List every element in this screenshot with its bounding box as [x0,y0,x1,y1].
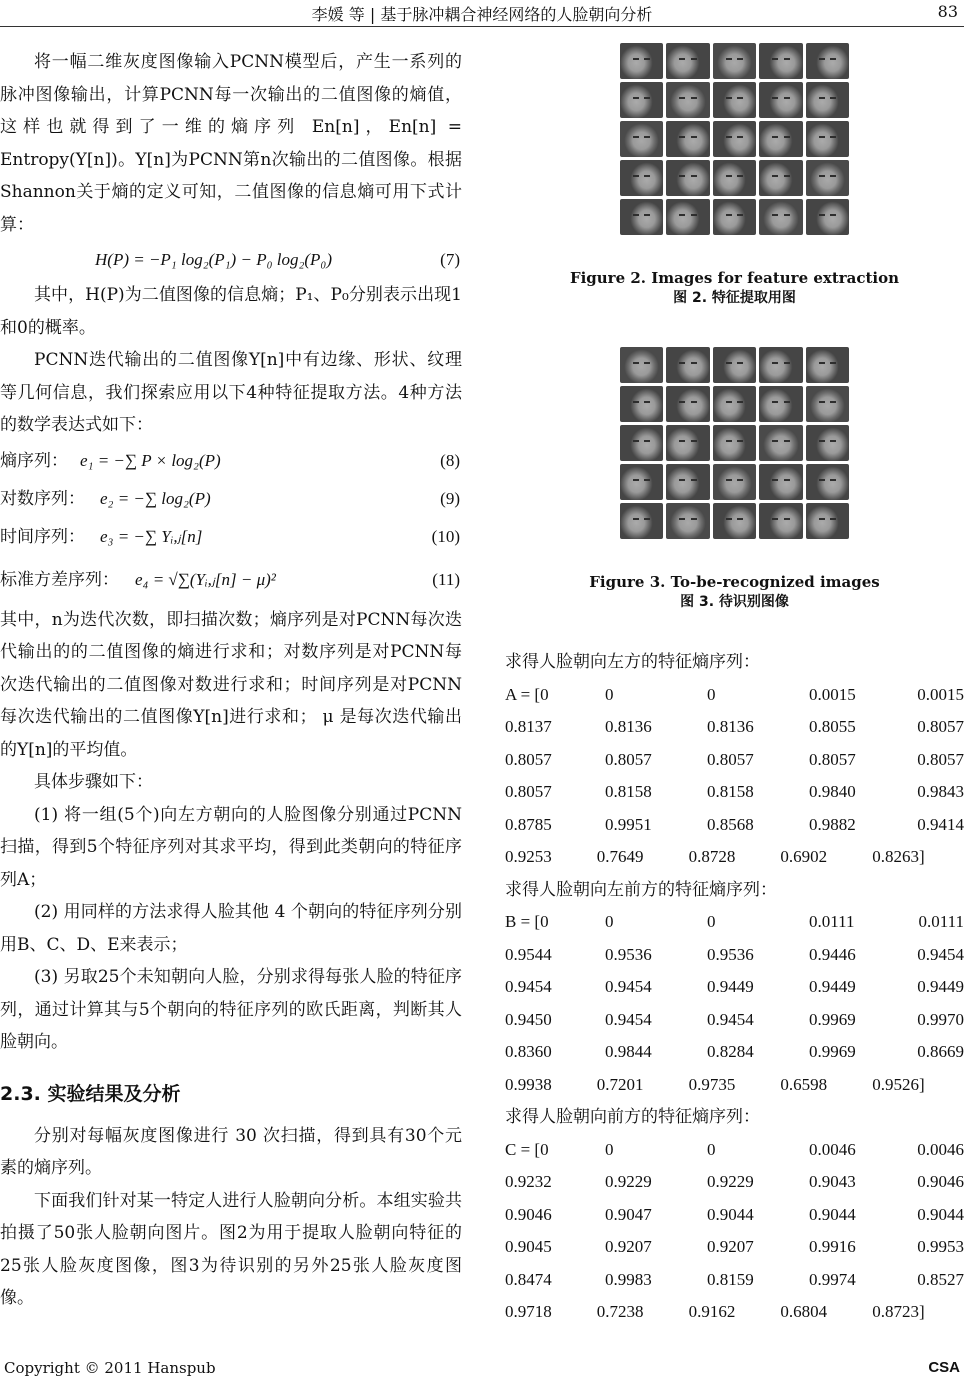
sequence-value: 0.8136 [605,717,652,736]
equation-9-number: (9) [440,488,460,508]
face-thumbnail [713,386,757,422]
face-thumbnail [620,464,664,500]
sequence-value: 0.8360 [505,1042,552,1061]
sequence-value: 0.6804 [780,1302,828,1321]
figure-2-caption-en: Figure 2. Images for feature extraction [569,269,900,287]
sequence-row [505,1264,964,1297]
face-thumbnail [806,160,850,196]
sequence-value: 0.9449 [707,977,754,996]
paragraph-experiment: 下面我们针对某一特定人进行人脸朝向分析。本组实验共拍摄了50张人脸朝向图片。图2为用于提取人脸朝向特征的25张人脸灰度图像，图3为待识别的另外25张人脸灰度图像。 [0,1190,462,1308]
face-thumbnail [759,425,803,461]
face-thumbnail [666,82,710,118]
face-thumbnail [666,43,710,79]
paragraph-scan: 分别对每幅灰度图像进行 30 次扫描，得到具有30个元素的熵序列。 [0,1125,462,1178]
sequence-value: B = [0 [505,912,549,931]
sequence-value: 0.8057 [505,749,552,769]
sequence-heading: 求得人脸朝向前方的特征熵序列： [505,1107,760,1127]
face-thumbnail [806,199,850,235]
sequence-value: 0.9969 [809,1042,856,1061]
face-thumbnail [759,503,803,539]
face-thumbnail [666,425,710,461]
equation-8-label: 熵序列： [0,450,68,471]
sequence-value: 0.9983 [605,1269,652,1289]
sequence-value: 0.9454 [917,944,964,964]
sequence-value: 0.6902 [780,847,828,866]
sequence-value: 0.9953 [917,1237,964,1256]
paragraph-step-3: (3) 另取25个未知朝向人脸，分别求得每张人脸的特征序列，通过计算其与5个朝向的特征序列的欧氏距离，判断其人脸朝向。 [0,967,462,1052]
face-thumbnail [713,121,757,157]
equation-7-number: (7) [440,250,460,269]
sequence-row [505,711,964,744]
running-title: 李媛 等 | 基于脉冲耦合神经网络的人脸朝向分析 [311,5,653,24]
sequence-heading: 求得人脸朝向左前方的特征熵序列： [505,879,777,900]
sequence-value: 0 [707,912,716,931]
sequence-value: 0 [605,912,614,931]
sequence-value: 0.9414 [917,814,964,834]
sequence-value: 0.9449 [809,977,856,996]
sequence-value: 0.9969 [809,1009,856,1029]
sequence-value: 0.9718 [505,1302,552,1321]
face-thumbnail [620,503,664,539]
sequence-value: 0.8474 [505,1269,552,1289]
face-thumbnail [713,503,757,539]
face-thumbnail [759,160,803,196]
sequence-value: 0.8527 [917,1269,964,1289]
face-thumbnail [806,464,850,500]
sequence-value: 0.8568 [707,814,754,834]
face-thumbnail [666,464,710,500]
sequence-row-last [505,1069,964,1102]
sequence-value: 0.8728 [688,847,736,866]
sequence-value: 0.9536 [605,944,652,964]
sequence-value: 0.9045 [505,1237,552,1256]
paragraph-entropy-def: 其中，H(P)为二值图像的信息熵；P₁、P₀分别表示出现1和0的概率。 [0,285,462,338]
sequence-value: 0.9735 [688,1074,736,1094]
sequence-value: 0.0015 [809,684,856,704]
sequence-row [505,939,964,972]
sequence-value: 0.8136 [707,717,754,736]
face-thumbnail [759,82,803,118]
sequence-row [505,1166,964,1199]
paragraph-definitions: 其中，n为迭代次数，即扫描次数；熵序列是对PCNN每次迭代输出的的二值图像的熵进行求和；对数序列是对PCNN每次迭代输出的二值图像对数进行求和；时间序列是对PCNN每次迭代输出的二值图像Y[n]进行求和； μ 是每次迭代输出的Y[n]的平均值。 [0,609,462,760]
sequence-value: 0.9047 [605,1204,652,1224]
sequence-heading: 求得人脸朝向左方的特征熵序列： [505,652,760,672]
left-column [0,46,462,1315]
sequence-value: 0 [605,684,614,704]
equation-8 [0,442,462,480]
sequence-row [505,906,964,939]
figure-3-caption-cn: 图 3. 待识别图像 [680,594,789,610]
face-thumbnail [759,43,803,79]
sequence-value: 0.8284 [707,1042,754,1061]
face-thumbnail [620,121,664,157]
sequence-value: 0.9843 [917,782,964,801]
copyright: Copyright © 2011 Hanspub [4,1359,216,1377]
sequence-value: 0.9253 [505,847,552,866]
face-thumbnail [713,425,757,461]
face-thumbnail [759,464,803,500]
sequence-value: 0.8057 [605,749,652,769]
face-thumbnail [806,386,850,422]
paragraph-step-1: (1) 将一组(5个)向左方朝向的人脸图像分别通过PCNN扫描，得到5个特征序列对其求平均，得到此类朝向的特征序列A； [0,804,462,890]
sequence-value: 0.7238 [596,1302,644,1321]
sequence-row [505,744,964,777]
face-thumbnail [620,160,664,196]
paragraph-entropy-intro: 将一幅二维灰度图像输入PCNN模型后，产生一系列的脉冲图像输出，计算PCNN每一次输出的二值图像的熵值，这样也就得到了一维的熵序列 En[n]，En[n] = Entropy(Y[n])。Y[n]为PCNN第n次输出的二值图像。根据Shannon关于熵的定义可知，二值图像的信息熵可用下式计算： [0,52,462,235]
sequence-value: 0.9974 [809,1269,856,1289]
paragraph-steps-intro: 具体步骤如下： [34,772,153,792]
face-thumbnail [713,464,757,500]
face-thumbnail [620,347,664,383]
sequence-row-last [505,1296,964,1329]
equation-11 [0,556,462,604]
sequence-value: 0.7201 [596,1074,644,1094]
sequence-value: 0.9044 [917,1204,964,1224]
sequence-value: 0 [707,684,716,704]
sequence-value: 0.9046 [917,1172,964,1191]
sequence-row [505,1231,964,1264]
face-thumbnail [666,199,710,235]
sequence-value: 0.8263] [872,847,925,866]
journal-abbr: CSA [928,1359,960,1376]
face-thumbnail [759,386,803,422]
sequence-row [505,679,964,712]
sequence-row [505,1199,964,1232]
sequence-value: 0.9970 [917,1009,964,1029]
figure-3-caption-en: Figure 3. To-be-recognized images [589,573,880,591]
face-thumbnail [666,160,710,196]
figure-2-caption-cn: 图 2. 特征提取用图 [673,290,796,306]
sequence-value: 0.8159 [707,1269,754,1289]
sequence-value: 0.9454 [707,1009,754,1029]
equation-10-number: (10) [431,526,460,546]
sequence-value: 0 [605,1139,614,1159]
equation-10-label: 时间序列： [0,526,85,547]
face-thumbnail [759,347,803,383]
sequence-value: 0.0015 [917,684,964,704]
sequence-row [505,776,964,809]
sequence-value: 0.8158 [605,782,652,801]
sequence-value: 0.8057 [505,782,552,801]
sequence-value: 0.8785 [505,814,552,834]
equation-8-number: (8) [440,450,460,470]
face-thumbnail [806,43,850,79]
sequence-value: 0.9840 [809,782,856,801]
sequence-value: 0.9526] [872,1074,925,1094]
page-number: 83 [937,2,958,21]
figure-2-image-grid [617,40,853,238]
face-thumbnail [806,503,850,539]
paragraph-methods: PCNN迭代输出的二值图像Y[n]中有边缘、形状、纹理等几何信息，我们探索应用以下4种特征提取方法。4种方法的数学表达式如下： [0,350,462,435]
face-thumbnail [806,121,850,157]
face-thumbnail [620,82,664,118]
sequence-value: 0 [707,1139,716,1159]
face-thumbnail [713,43,757,79]
equation-11-body: e₄ = √∑(Yᵢ,ⱼ[n] − μ)² [135,569,276,589]
sequence-front [505,1101,964,1329]
face-thumbnail [666,386,710,422]
sequence-value: 0.0046 [809,1139,856,1159]
face-thumbnail [713,347,757,383]
face-thumbnail [713,199,757,235]
sequence-value: 0.7649 [596,847,644,866]
face-thumbnail [620,386,664,422]
equation-10-body: e₃ = −∑ Yᵢ,ⱼ[n] [100,526,203,546]
sequence-row [505,1134,964,1167]
sequence-value: 0.9544 [505,944,552,964]
sequence-value: 0.8723] [872,1302,925,1321]
sequence-value: 0.9043 [809,1172,856,1191]
sequence-row [505,1036,964,1069]
sequence-value: 0.9162 [688,1302,736,1321]
sequence-value: 0.6598 [780,1074,828,1094]
sequence-value: 0.8057 [917,717,964,736]
sequence-value: A = [0 [505,684,549,704]
sequence-value: 0.8055 [809,717,856,736]
sequence-value: 0.9536 [707,944,754,964]
equation-9-body: e₂ = −∑ log₂(P) [100,488,211,508]
face-thumbnail [806,425,850,461]
sequence-row-last [505,841,964,874]
face-thumbnail [806,347,850,383]
sequence-value: 0.8057 [917,749,964,769]
sequence-left [505,646,964,874]
sequence-value: 0.9951 [605,814,652,834]
sequence-value: 0.9207 [707,1237,754,1256]
equation-11-label: 标准方差序列： [0,569,119,590]
face-thumbnail [713,160,757,196]
sequence-value: 0.9044 [707,1204,754,1224]
face-thumbnail [806,82,850,118]
sequence-value: 0.8158 [707,782,754,801]
sequence-value: 0.9454 [505,977,552,996]
figure-3-image-grid [617,344,853,542]
sequence-row [505,809,964,842]
sequence-value: 0.9882 [809,814,856,834]
equation-11-number: (11) [432,569,460,589]
sequence-value: 0.8057 [809,749,856,769]
sequence-value: 0.9232 [505,1172,552,1191]
section-heading: 2.3. 实验结果及分析 [0,1082,181,1105]
sequence-value: 0.8057 [707,749,754,769]
sequence-value: 0.0111 [918,912,964,931]
equation-8-body: e₁ = −∑ P × log₂(P) [80,450,221,470]
sequence-value: 0.9844 [605,1042,652,1061]
equation-7 [0,241,462,279]
face-thumbnail [759,121,803,157]
sequence-value: 0.9046 [505,1204,552,1224]
face-thumbnail [666,503,710,539]
equation-10 [0,518,462,556]
face-thumbnail [666,347,710,383]
sequence-value: 0.8137 [505,717,552,736]
sequence-value: 0.9449 [917,977,964,996]
face-thumbnail [666,121,710,157]
equation-9-label: 对数序列： [0,488,85,509]
face-thumbnail [620,43,664,79]
sequence-row [505,1004,964,1037]
face-thumbnail [713,82,757,118]
sequence-value: 0.9454 [605,1009,652,1029]
sequence-value: 0.9450 [505,1009,552,1029]
equation-9 [0,480,462,518]
sequence-value: 0.9044 [809,1204,856,1224]
paragraph-step-2: (2) 用同样的方法求得人脸其他 4 个朝向的特征序列分别用B、C、D、E来表示； [0,902,462,955]
equation-7-body: H(P) = −P₁ log₂(P₁) − P₀ log₂(P₀) [95,250,332,269]
sequence-value: 0.9938 [505,1074,552,1094]
sequence-value: 0.9207 [605,1237,652,1256]
face-thumbnail [759,199,803,235]
sequence-row [505,971,964,1004]
sequence-value: C = [0 [505,1139,549,1159]
page-header [0,0,964,27]
face-thumbnail [620,425,664,461]
sequence-value: 0.9229 [605,1172,652,1191]
face-thumbnail [620,199,664,235]
sequence-value: 0.8669 [917,1042,964,1061]
sequence-value: 0.9454 [605,977,652,996]
right-column [505,40,964,1329]
sequence-value: 0.0111 [809,912,855,931]
sequence-value: 0.0046 [917,1139,964,1159]
sequence-value: 0.9229 [707,1172,754,1191]
sequence-left-front [505,874,964,1102]
sequence-value: 0.9916 [809,1237,856,1256]
sequence-value: 0.9446 [809,944,856,964]
